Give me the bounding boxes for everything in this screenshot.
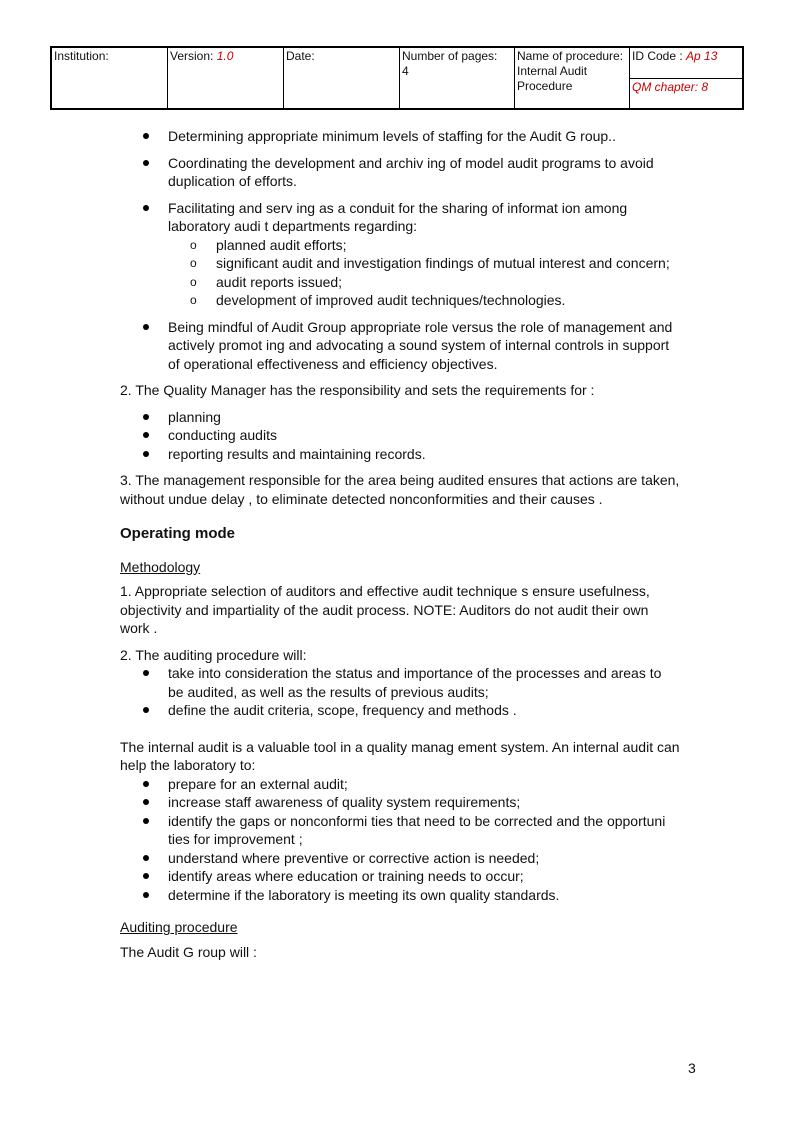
internal-audit-list: [120, 775, 680, 905]
list-item: planning: [120, 408, 680, 427]
internal-audit-intro: The internal audit is a valuable tool in a quality manag ement system. An internal audit can help the laboratory to:: [120, 738, 680, 773]
version-label: Version:: [170, 49, 214, 63]
date-label: Date:: [286, 49, 315, 63]
methodology-paragraph-2: 2. The auditing procedure will:: [120, 646, 307, 663]
sub-list-item: o significant audit and investigation findings of mutual interest and concern;: [168, 254, 680, 273]
institution-label: Institution:: [54, 49, 109, 63]
procedure-value: Internal Audit Procedure: [517, 64, 588, 93]
list-item: Determining appropriate minimum levels of staffing for the Audit G roup..: [120, 127, 680, 146]
document-header-table: [50, 46, 744, 110]
list-item: determine if the laboratory is meeting its own quality standards.: [120, 886, 680, 905]
list-item: identify the gaps or nonconformi ties that need to be corrected and the opportuni ties for improvement ;: [120, 812, 680, 849]
quality-manager-list: [120, 408, 680, 464]
pages-label: Number of pages:: [402, 49, 498, 63]
list-item: define the audit criteria, scope, frequency and methods .: [120, 701, 680, 720]
list-item: reporting results and maintaining records.: [120, 445, 680, 464]
version-value: 1.0: [216, 49, 234, 63]
paragraph-2: 2. The Quality Manager has the responsibility and sets the requirements for :: [120, 382, 595, 398]
pages-value: 4: [402, 64, 409, 78]
list-item: take into consideration the status and importance of the processes and areas to be audited, as well as the results of previous audits;: [120, 664, 680, 701]
qm-chapter: QM chapter: 8: [630, 78, 742, 109]
id-code: [630, 48, 742, 78]
sub-list-item: o audit reports issued;: [168, 273, 680, 292]
procedure-cell: [515, 48, 630, 108]
id-label: ID Code :: [632, 49, 683, 63]
document-body: [120, 127, 680, 961]
pages-cell: [400, 48, 515, 108]
methodology-paragraph-1: 1. Appropriate selection of auditors and effective audit technique s ensure usefulness, objectivity and impartiality of the audit process. NOTE: Auditors do not audit their own work .: [120, 583, 650, 636]
id-cell: [630, 48, 742, 108]
sub-list: [168, 236, 680, 310]
date-cell: [284, 48, 400, 108]
audit-group-will: The Audit G roup will :: [120, 943, 257, 960]
list-item: Coordinating the development and archiv ing of model audit programs to avoid duplication of efforts.: [120, 154, 680, 191]
operating-mode-heading: Operating mode: [120, 525, 236, 542]
list-item: [120, 199, 680, 310]
page-number: 3: [688, 1060, 696, 1076]
list-item: increase staff awareness of quality system requirements;: [120, 793, 680, 812]
procedure-label: Name of procedure:: [517, 49, 624, 63]
list-item: conducting audits: [120, 426, 680, 445]
sub-list-item: o planned audit efforts;: [168, 236, 680, 255]
methodology-list: [120, 664, 680, 720]
methodology-heading: Methodology: [120, 558, 201, 575]
list-item: prepare for an external audit;: [120, 775, 680, 794]
sub-list-item: o development of improved audit techniques/technologies.: [168, 291, 680, 310]
responsibility-list: [120, 127, 680, 373]
version-cell: [168, 48, 284, 108]
list-item-text: Facilitating and serv ing as a conduit for the sharing of informat ion among laboratory audi t departments regarding:: [168, 199, 628, 234]
list-item: understand where preventive or corrective action is needed;: [120, 849, 680, 868]
id-value: Ap 13: [686, 49, 718, 63]
paragraph-3: 3. The management responsible for the area being audited ensures that actions are taken, without undue delay , to eliminate detected nonconformities and their causes .: [120, 472, 680, 507]
list-item: Being mindful of Audit Group appropriate role versus the role of management and actively promot ing and advocating a sound system of internal controls in support of operational effectiveness and efficiency objectives.: [120, 318, 680, 374]
list-item: identify areas where education or training needs to occur;: [120, 867, 680, 886]
institution-cell: [52, 48, 168, 108]
auditing-procedure-heading: Auditing procedure: [120, 919, 238, 935]
